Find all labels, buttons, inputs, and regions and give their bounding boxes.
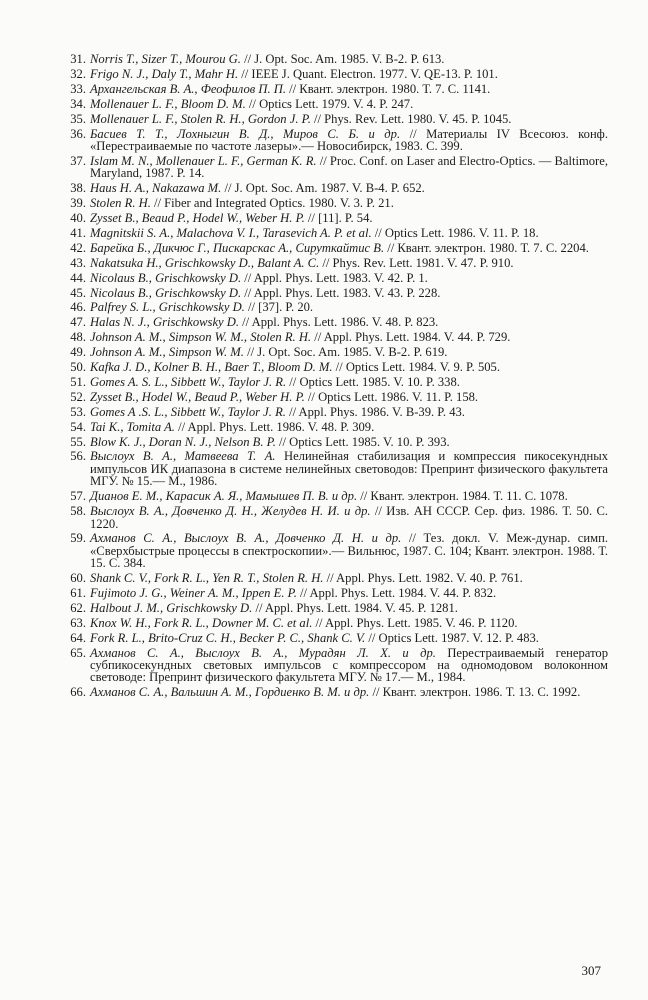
reference-number: 48. bbox=[70, 330, 86, 345]
reference-source: // Appl. Phys. Lett. 1982. V. 40. P. 761. bbox=[323, 571, 523, 586]
reference-number: 32. bbox=[70, 66, 86, 81]
reference-item bbox=[60, 128, 608, 153]
reference-authors: Ахманов С. А., Выслоух В. А., Довченко Д. Н. и др. bbox=[90, 531, 402, 546]
reference-number: 37. bbox=[70, 153, 86, 168]
reference-item bbox=[60, 587, 608, 599]
reference-item bbox=[60, 450, 608, 487]
reference-item bbox=[60, 632, 608, 644]
reference-item bbox=[60, 436, 608, 448]
reference-item bbox=[60, 376, 608, 388]
reference-authors: Fork R. L., Brito-Cruz C. H., Becker P. C., Shank C. V. bbox=[90, 630, 366, 645]
reference-source: // Appl. Phys. Lett. 1983. V. 42. P. 1. bbox=[241, 270, 428, 285]
reference-authors: Ахманов С. А., Вальшин А. М., Гордиенко В. М. и др. bbox=[90, 685, 370, 700]
reference-authors: Zysset B., Beaud P., Hodel W., Weber H. P. bbox=[90, 210, 305, 225]
reference-source: // Fiber and Integrated Optics. 1980. V. 3. P. 21. bbox=[150, 196, 394, 211]
reference-number: 45. bbox=[70, 285, 86, 300]
reference-authors: Johnson A. M., Simpson W. M. bbox=[90, 345, 244, 360]
reference-number: 38. bbox=[70, 181, 86, 196]
reference-number: 49. bbox=[70, 345, 86, 360]
reference-item bbox=[60, 257, 608, 269]
reference-number: 50. bbox=[70, 360, 86, 375]
reference-number: 31. bbox=[70, 52, 86, 66]
reference-authors: Fujimoto J. G., Weiner A. M., Ippen E. P. bbox=[90, 586, 297, 601]
reference-authors: Kafka J. D., Kolner B. H., Baer T., Bloom D. M. bbox=[90, 360, 333, 375]
reference-item bbox=[60, 242, 608, 254]
reference-source: // Optics Lett. 1986. V. 11. P. 158. bbox=[304, 389, 479, 404]
reference-authors: Shank C. V., Fork R. L., Yen R. T., Stolen R. H. bbox=[90, 571, 324, 586]
reference-authors: Ахманов С. А., Выслоух В. А., Мурадян Л. Х. и др. bbox=[90, 645, 436, 660]
reference-source: // Квант. электрон. 1980. Т. 7. С. 1141. bbox=[286, 81, 491, 96]
reference-source: // J. Opt. Soc. Am. 1985. V. B-2. P. 613. bbox=[240, 52, 445, 66]
reference-authors: Mollenauer L. F., Stolen R. H., Gordon J. P. bbox=[90, 111, 311, 126]
reference-authors: Islam M. N., Mollenauer L. F., German K. R. bbox=[90, 153, 317, 168]
reference-number: 34. bbox=[70, 96, 86, 111]
reference-source: // Квант. электрон. 1986. Т. 13. С. 1992. bbox=[369, 685, 581, 700]
reference-number: 51. bbox=[70, 374, 86, 389]
reference-item bbox=[60, 287, 608, 299]
reference-source: // Proc. Conf. on Laser and Electro-Optics. — Baltimore, Maryland, 1987. P. 14. bbox=[90, 153, 608, 181]
reference-item bbox=[60, 602, 608, 614]
reference-number: 53. bbox=[70, 404, 86, 419]
reference-authors: Knox W. H., Fork R. L., Downer M. C. et al. bbox=[90, 615, 313, 630]
reference-source: Перестраиваемый генератор субпикосекундных световых импульсов с компрессором на одномодовом волоконном световоде: Препринт физического факультета МГУ. № 17.— М., 1984. bbox=[90, 645, 608, 685]
reference-authors: Zysset B., Hodel W., Beaud P., Weber H. P. bbox=[90, 389, 305, 404]
reference-authors: Nakatsuka H., Grischkowsky D., Balant A. C. bbox=[90, 255, 320, 270]
reference-source: // Optics Lett. 1979. V. 4. P. 247. bbox=[245, 96, 414, 111]
reference-number: 33. bbox=[70, 81, 86, 96]
reference-number: 58. bbox=[70, 504, 86, 519]
reference-source: // J. Opt. Soc. Am. 1987. V. B-4. P. 652. bbox=[221, 181, 425, 196]
reference-number: 60. bbox=[70, 571, 86, 586]
reference-item bbox=[60, 346, 608, 358]
reference-number: 65. bbox=[70, 645, 86, 660]
reference-source: // Appl. Phys. Lett. 1984. V. 44. P. 729. bbox=[311, 330, 511, 345]
reference-source: // Optics Lett. 1984. V. 9. P. 505. bbox=[332, 360, 500, 375]
reference-source: // Тез. докл. V. Меж-дунар. симп. «Сверхбыстрые процессы в спектроскопии».— Вильнюс, 1987. С. 104; Квант. электрон. 1988. Т. 15. С. 384. bbox=[90, 531, 608, 571]
reference-authors: Nicolaus B., Grischkowsky D. bbox=[90, 270, 242, 285]
reference-item bbox=[60, 53, 608, 65]
reference-source: // Appl. Phys. Lett. 1983. V. 43. P. 228. bbox=[241, 285, 441, 300]
reference-item bbox=[60, 155, 608, 180]
reference-source: // Optics Lett. 1987. V. 12. P. 483. bbox=[365, 630, 539, 645]
reference-number: 64. bbox=[70, 630, 86, 645]
reference-source: // Изв. АН СССР. Сер. физ. 1986. Т. 50. С. 1220. bbox=[90, 504, 608, 531]
reference-number: 66. bbox=[70, 685, 86, 700]
reference-authors: Дианов Е. М., Карасик А. Я., Мамышев П. В. и др. bbox=[90, 489, 358, 504]
reference-number: 35. bbox=[70, 111, 86, 126]
reference-authors: Выслоух В. А., Довченко Д. Н., Желудев Н. И. и др. bbox=[90, 504, 371, 519]
reference-source: // Phys. Rev. Lett. 1980. V. 45. P. 1045. bbox=[310, 111, 512, 126]
reference-authors: Norris T., Sizer T., Mourou G. bbox=[90, 52, 241, 66]
reference-source: // Квант. электрон. 1984. Т. 11. С. 1078. bbox=[357, 489, 568, 504]
reference-item bbox=[60, 83, 608, 95]
reference-item bbox=[60, 391, 608, 403]
reference-item bbox=[60, 227, 608, 239]
reference-authors: Архангельская В. А., Феофилов П. П. bbox=[90, 81, 286, 96]
reference-authors: Magnitskii S. A., Malachova V. I., Tarasevich A. P. et al. bbox=[90, 225, 372, 240]
reference-number: 54. bbox=[70, 419, 86, 434]
page-number: 307 bbox=[581, 963, 601, 978]
reference-authors: Johnson A. M., Simpson W. M., Stolen R. H. bbox=[90, 330, 312, 345]
reference-source: // Phys. Rev. Lett. 1981. V. 47. P. 910. bbox=[319, 255, 514, 270]
reference-item bbox=[60, 98, 608, 110]
reference-item bbox=[60, 505, 608, 530]
reference-source: Нелинейная стабилизация и компрессия пикосекундных импульсов ИК диапазона в системе нелинейных световодов: Препринт физического факультета МГУ. № 15.— М., 1986. bbox=[90, 449, 608, 489]
reference-source: // Optics Lett. 1986. V. 11. P. 18. bbox=[371, 225, 539, 240]
reference-item bbox=[60, 301, 608, 313]
reference-authors: Palfrey S. L., Grischkowsky D. bbox=[90, 300, 245, 315]
reference-number: 46. bbox=[70, 300, 86, 315]
reference-source: // Материалы IV Всесоюз. конф. «Перестраиваемые по частоте лазеры».— Новосибирск, 1983. С. 399. bbox=[90, 126, 608, 153]
reference-item bbox=[60, 647, 608, 684]
reference-number: 39. bbox=[70, 196, 86, 211]
reference-number: 56. bbox=[70, 449, 86, 464]
reference-item bbox=[60, 212, 608, 224]
reference-authors: Nicolaus B., Grischkowsky D. bbox=[90, 285, 242, 300]
reference-authors: Haus H. A., Nakazawa M. bbox=[90, 181, 222, 196]
reference-authors: Gomes A. S. L., Sibbett W., Taylor J. R. bbox=[90, 374, 287, 389]
reference-list bbox=[60, 53, 608, 701]
reference-item bbox=[60, 421, 608, 433]
reference-item bbox=[60, 272, 608, 284]
reference-source: // IEEE J. Quant. Electron. 1977. V. QE-13. P. 101. bbox=[238, 66, 498, 81]
reference-item bbox=[60, 572, 608, 584]
reference-number: 57. bbox=[70, 489, 86, 504]
reference-source: // Optics Lett. 1985. V. 10. P. 393. bbox=[275, 434, 450, 449]
reference-source: // Appl. Phys. Lett. 1985. V. 46. P. 1120. bbox=[312, 615, 518, 630]
reference-number: 55. bbox=[70, 434, 86, 449]
reference-item bbox=[60, 490, 608, 502]
reference-source: // Appl. Phys. 1986. V. B-39. P. 43. bbox=[285, 404, 465, 419]
reference-authors: Blow K. J., Doran N. J., Nelson B. P. bbox=[90, 434, 276, 449]
reference-number: 40. bbox=[70, 210, 86, 225]
reference-number: 41. bbox=[70, 225, 86, 240]
reference-source: // Appl. Phys. Lett. 1984. V. 44. P. 832. bbox=[296, 586, 497, 601]
reference-item bbox=[60, 113, 608, 125]
reference-authors: Басиев Т. Т., Лохныгин В. Д., Миров С. Б. и др. bbox=[90, 126, 401, 141]
reference-item bbox=[60, 406, 608, 418]
reference-item bbox=[60, 68, 608, 80]
reference-number: 61. bbox=[70, 586, 86, 601]
reference-source: // [11]. P. 54. bbox=[304, 210, 373, 225]
reference-number: 62. bbox=[70, 600, 86, 615]
reference-source: // Appl. Phys. Lett. 1986. V. 48. P. 823. bbox=[239, 315, 439, 330]
reference-number: 36. bbox=[70, 126, 86, 141]
reference-item bbox=[60, 617, 608, 629]
reference-number: 52. bbox=[70, 389, 86, 404]
reference-item bbox=[60, 316, 608, 328]
reference-authors: Stolen R. H. bbox=[90, 196, 151, 211]
reference-source: // Optics Lett. 1985. V. 10. P. 338. bbox=[286, 374, 460, 389]
reference-item bbox=[60, 182, 608, 194]
reference-source: // Appl. Phys. Lett. 1986. V. 48. P. 309. bbox=[174, 419, 375, 434]
reference-source: // [37]. P. 20. bbox=[244, 300, 314, 315]
reference-source: // Квант. электрон. 1980. Т. 7. С. 2204. bbox=[384, 240, 589, 255]
reference-number: 63. bbox=[70, 615, 86, 630]
reference-authors: Барейка Б., Дикчюс Г., Пискарскас А., Сируткайтис В. bbox=[90, 240, 385, 255]
reference-number: 47. bbox=[70, 315, 86, 330]
reference-authors: Gomes A .S. L., Sibbett W., Taylor J. R. bbox=[90, 404, 286, 419]
reference-authors: Halas N. J., Grischkowsky D. bbox=[90, 315, 240, 330]
reference-item bbox=[60, 532, 608, 569]
reference-number: 42. bbox=[70, 240, 86, 255]
reference-authors: Tai K., Tomita A. bbox=[90, 419, 175, 434]
reference-number: 43. bbox=[70, 255, 86, 270]
reference-item bbox=[60, 361, 608, 373]
reference-source: // J. Opt. Soc. Am. 1985. V. B-2. P. 619. bbox=[243, 345, 448, 360]
reference-authors: Выслоух В. А., Матвеева Т. А. bbox=[90, 449, 276, 464]
reference-item bbox=[60, 686, 608, 698]
reference-authors: Halbout J. M., Grischkowsky D. bbox=[90, 600, 253, 615]
reference-item bbox=[60, 197, 608, 209]
reference-item bbox=[60, 331, 608, 343]
reference-number: 59. bbox=[70, 531, 86, 546]
reference-source: // Appl. Phys. Lett. 1984. V. 45. P. 1281. bbox=[252, 600, 458, 615]
reference-number: 44. bbox=[70, 270, 86, 285]
reference-authors: Mollenauer L. F., Bloom D. M. bbox=[90, 96, 246, 111]
reference-authors: Frigo N. J., Daly T., Mahr H. bbox=[90, 66, 239, 81]
